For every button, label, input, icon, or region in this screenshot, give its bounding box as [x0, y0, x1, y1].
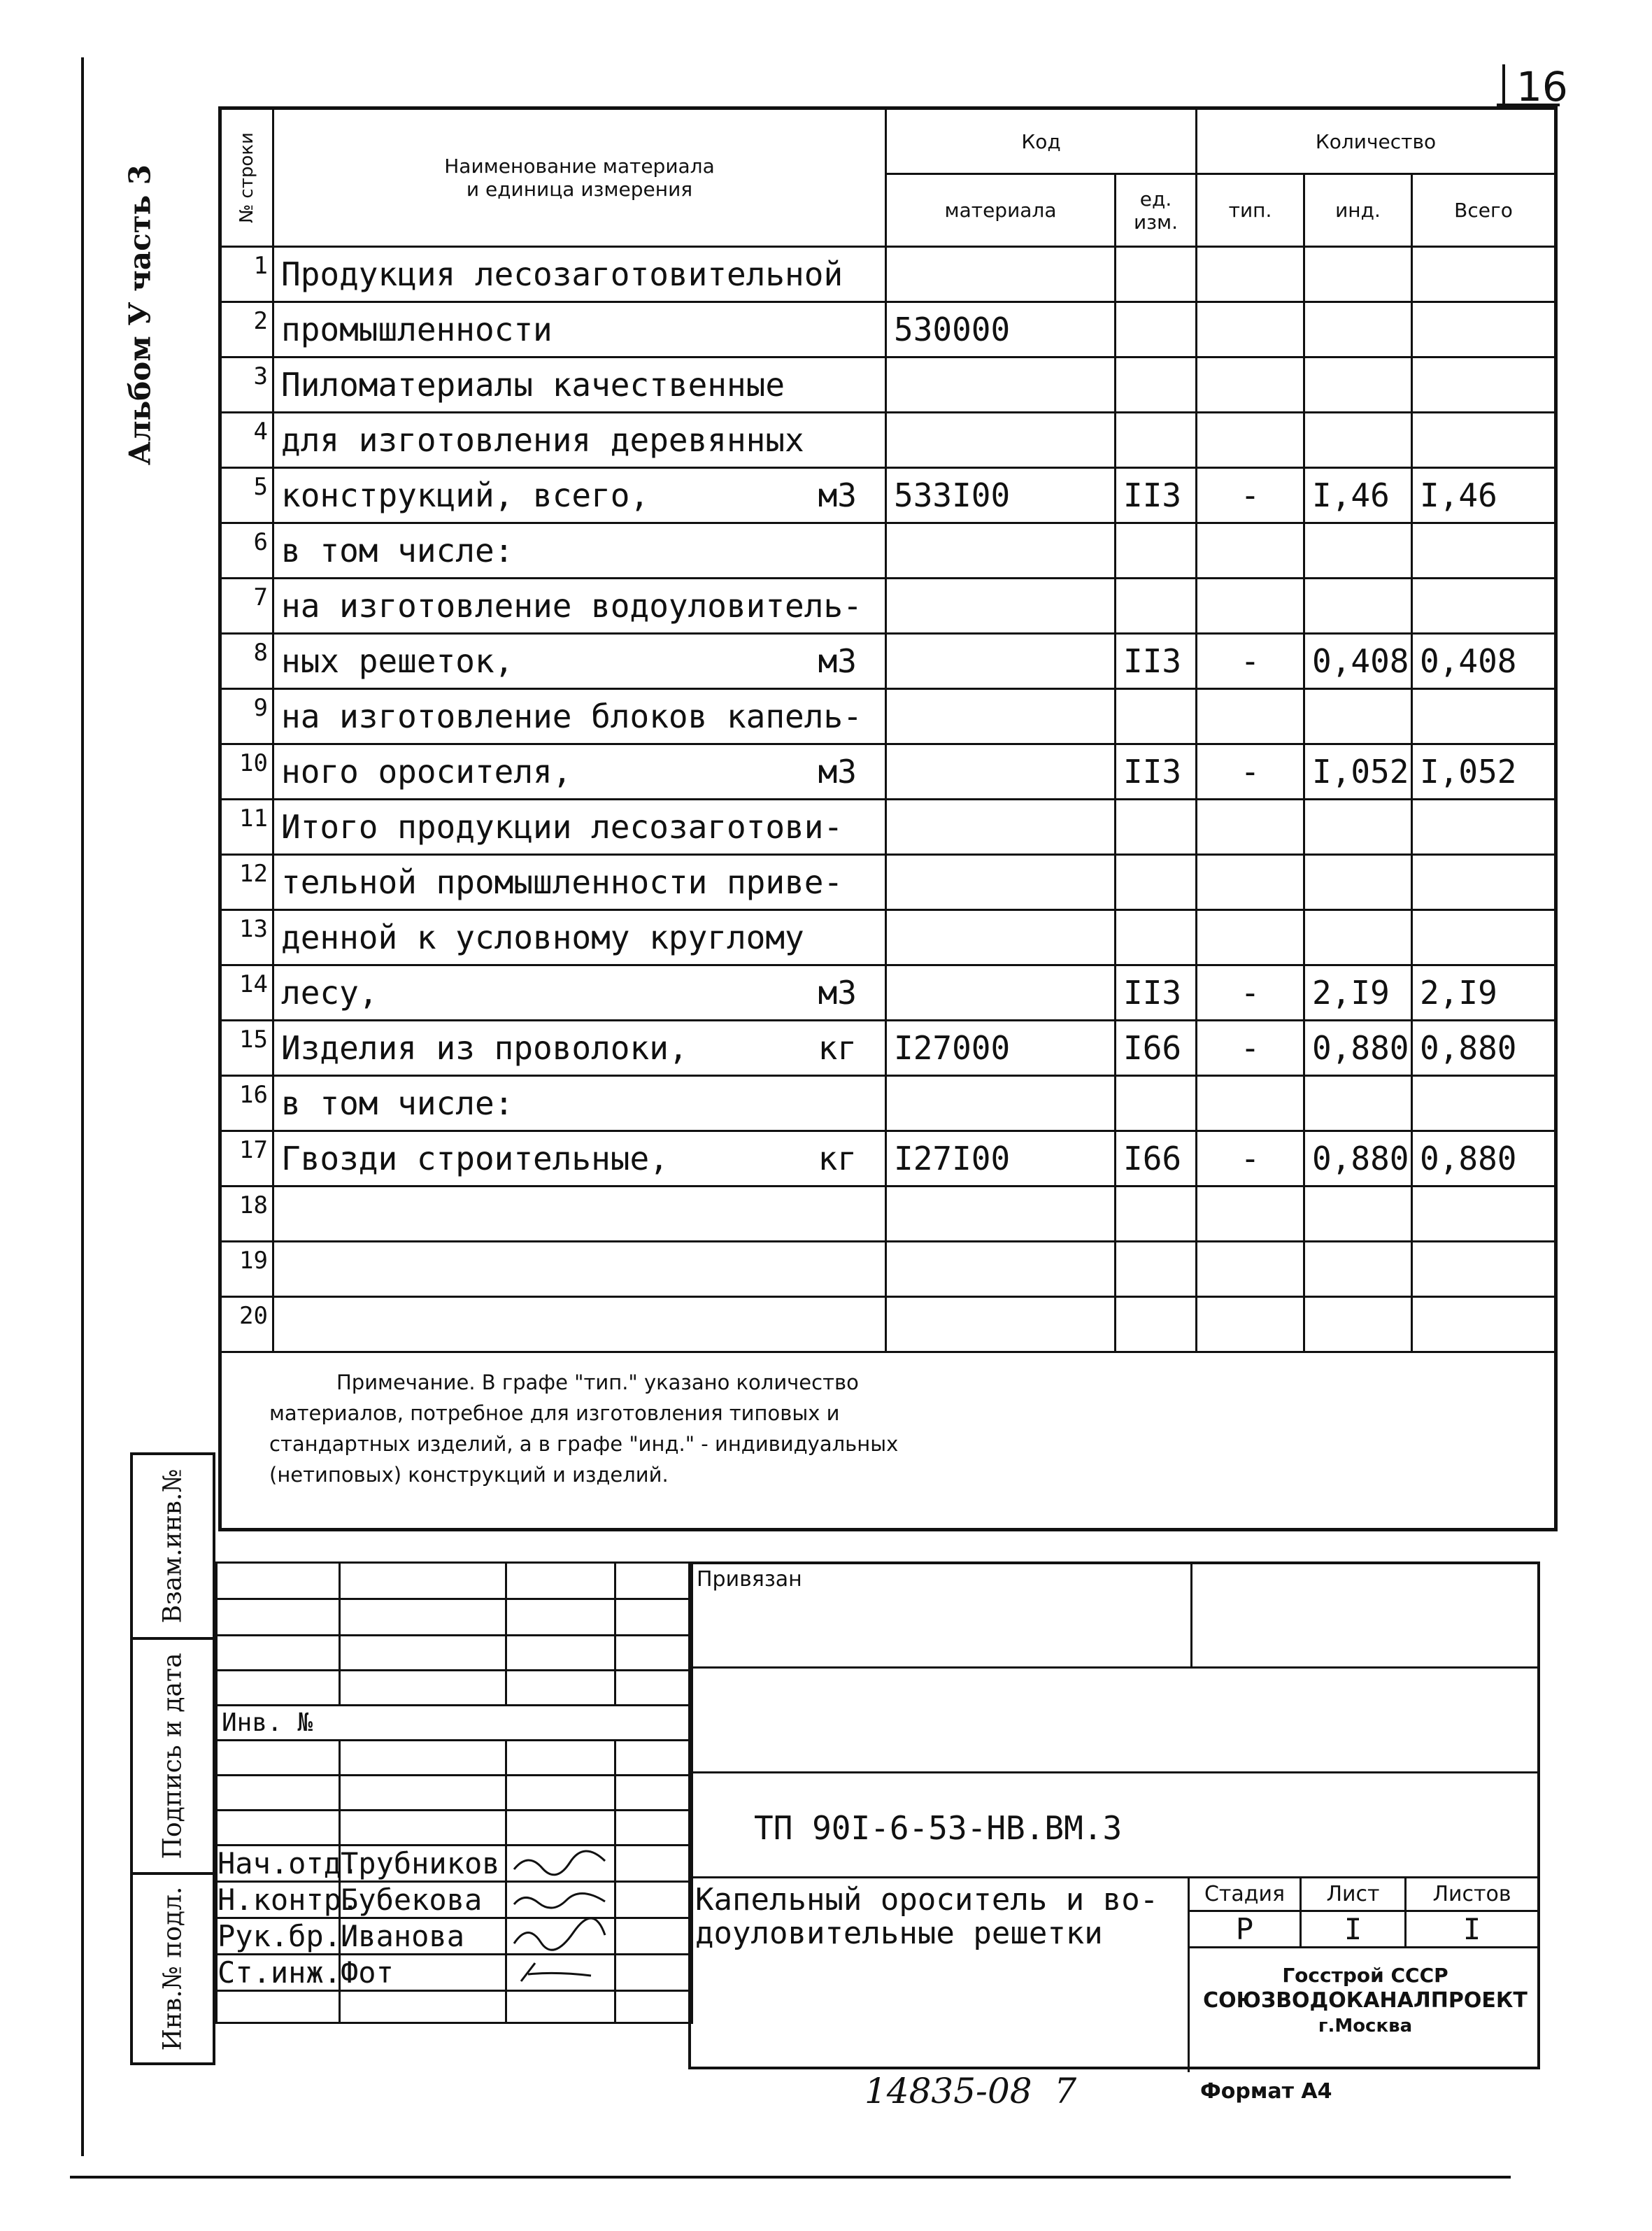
- material-name: промышленности: [281, 311, 553, 348]
- material-name-cell: [273, 523, 886, 579]
- table-row: [220, 1131, 1556, 1187]
- header-name-line1: Наименование материала: [444, 155, 715, 178]
- qty-type: -: [1197, 1131, 1304, 1187]
- qty-ind: 2,I9: [1304, 965, 1412, 1021]
- qty-total: 0,408: [1412, 634, 1556, 689]
- table-row: [220, 910, 1556, 965]
- material-name-cell: [273, 800, 886, 855]
- qty-ind: [1304, 357, 1412, 413]
- qty-total: [1412, 689, 1556, 744]
- table-row: [220, 1187, 1556, 1242]
- material-unit: м3: [818, 753, 857, 791]
- row-number: 4: [220, 413, 273, 468]
- material-name-cell: [273, 579, 886, 634]
- table-row: [220, 1297, 1556, 1352]
- archive-number: 14835-08 7: [864, 2071, 1077, 2111]
- material-code: [886, 800, 1116, 855]
- unit-code: II3: [1116, 744, 1197, 800]
- material-name-cell: [273, 910, 886, 965]
- material-code: I27I00: [886, 1131, 1116, 1187]
- side-box-inv-podl-text: Инв.№ подл.: [158, 1886, 187, 2051]
- qty-total: 2,I9: [1412, 965, 1556, 1021]
- staff-name: Иванова: [340, 1918, 506, 1955]
- qty-total: 0,880: [1412, 1131, 1556, 1187]
- material-name: лесу,: [281, 974, 378, 1012]
- qty-ind: [1304, 523, 1412, 579]
- note-line-3: стандартных изделий, а в графе "инд." - индивидуальных: [269, 1432, 899, 1456]
- table-row: [220, 744, 1556, 800]
- qty-type: [1197, 689, 1304, 744]
- material-name-cell: [273, 965, 886, 1021]
- page-number-bar: [1502, 64, 1505, 104]
- qty-total: [1412, 1297, 1556, 1352]
- document-title-line1: Капельный ороситель и во-: [695, 1882, 1159, 1918]
- qty-ind: [1304, 1187, 1412, 1242]
- material-code: [886, 965, 1116, 1021]
- document-title: [695, 1883, 1158, 1950]
- privyazan-label: Привязан: [697, 1567, 802, 1592]
- material-name: Гвозди строительные,: [281, 1140, 669, 1177]
- row-number: 15: [220, 1021, 273, 1076]
- unit-code: [1116, 357, 1197, 413]
- table-row: [220, 634, 1556, 689]
- row-number: 14: [220, 965, 273, 1021]
- qty-ind: 0,408: [1304, 634, 1412, 689]
- page-number: 16: [1516, 63, 1568, 111]
- sheet-label: Лист: [1301, 1878, 1406, 1911]
- material-name-cell: [273, 1131, 886, 1187]
- material-code: [886, 910, 1116, 965]
- row-number: 17: [220, 1131, 273, 1187]
- row-number: 3: [220, 357, 273, 413]
- table-row: [220, 855, 1556, 910]
- row-number: 20: [220, 1297, 273, 1352]
- material-code: [886, 357, 1116, 413]
- table-row: [220, 523, 1556, 579]
- material-name-cell: [273, 1297, 886, 1352]
- row-number: 19: [220, 1242, 273, 1297]
- qty-type: -: [1197, 965, 1304, 1021]
- material-name: Продукция лесозаготовительной: [281, 255, 843, 293]
- side-box-vzam: [130, 1452, 215, 1640]
- row-number: 9: [220, 689, 273, 744]
- material-name-cell: [273, 357, 886, 413]
- note-line-4: (нетиповых) конструкций и изделий.: [269, 1463, 669, 1487]
- unit-code: [1116, 1076, 1197, 1131]
- row-number: 10: [220, 744, 273, 800]
- header-name: [273, 108, 886, 247]
- note: [220, 1352, 1556, 1530]
- unit-code: [1116, 1242, 1197, 1297]
- unit-code: [1116, 1187, 1197, 1242]
- table-body: [220, 247, 1556, 1352]
- qty-ind: I,46: [1304, 468, 1412, 523]
- material-unit: м3: [818, 476, 857, 514]
- qty-total: [1412, 247, 1556, 302]
- format-label: Формат А4: [1200, 2079, 1332, 2104]
- unit-code: [1116, 523, 1197, 579]
- material-name-cell: [273, 468, 886, 523]
- qty-type: [1197, 1076, 1304, 1131]
- material-code: [886, 1242, 1116, 1297]
- row-number: 11: [220, 800, 273, 855]
- staff-row: [217, 1955, 692, 1991]
- staff-name: Фот: [340, 1955, 506, 1991]
- material-code: [886, 855, 1116, 910]
- unit-code: [1116, 302, 1197, 357]
- material-code: 533I00: [886, 468, 1116, 523]
- row-number: 8: [220, 634, 273, 689]
- unit-code: I66: [1116, 1131, 1197, 1187]
- material-name-cell: [273, 744, 886, 800]
- org-line1: Госстрой СССР: [1282, 1964, 1448, 1987]
- qty-type: -: [1197, 634, 1304, 689]
- header-code-unit: [1116, 174, 1197, 247]
- material-unit: кг: [818, 1140, 857, 1177]
- qty-type: [1197, 247, 1304, 302]
- header-row-number-text: № строки: [236, 132, 257, 223]
- table-row: [220, 1242, 1556, 1297]
- table-row: [220, 800, 1556, 855]
- row-number: 13: [220, 910, 273, 965]
- stage-table: [1188, 1876, 1539, 1948]
- note-line-2: материалов, потребное для изготовления типовых и: [269, 1401, 840, 1425]
- qty-ind: [1304, 1076, 1412, 1131]
- row-number: 12: [220, 855, 273, 910]
- side-box-inv-podl: [130, 1872, 215, 2065]
- qty-type: [1197, 1242, 1304, 1297]
- material-code: [886, 689, 1116, 744]
- qty-ind: [1304, 579, 1412, 634]
- staff-name: Трубников: [340, 1846, 506, 1882]
- row-number: 2: [220, 302, 273, 357]
- header-row-number: [220, 108, 273, 247]
- header-quantity: Количество: [1197, 108, 1556, 174]
- qty-type: [1197, 855, 1304, 910]
- qty-ind: [1304, 910, 1412, 965]
- material-name: в том числе:: [281, 1084, 514, 1122]
- staff-row: [217, 1918, 692, 1955]
- material-name-cell: [273, 689, 886, 744]
- qty-total: I,052: [1412, 744, 1556, 800]
- material-code: [886, 247, 1116, 302]
- header-qty-ind: инд.: [1304, 174, 1412, 247]
- table-row: [220, 1076, 1556, 1131]
- staff-signature: [506, 1882, 615, 1918]
- sheets-value: I: [1406, 1911, 1539, 1948]
- material-code: [886, 1076, 1116, 1131]
- material-name: Итого продукции лесозаготови-: [281, 808, 843, 846]
- material-name: конструкций, всего,: [281, 476, 650, 514]
- signature-grid: [215, 1561, 693, 2024]
- row-number: 7: [220, 579, 273, 634]
- unit-code: [1116, 1297, 1197, 1352]
- row-number: 6: [220, 523, 273, 579]
- staff-row: [217, 1882, 692, 1918]
- unit-code: [1116, 413, 1197, 468]
- page-bottom-border: [70, 2176, 1511, 2179]
- table-row: [220, 357, 1556, 413]
- page-left-border: [81, 57, 84, 2156]
- album-title: [112, 140, 168, 490]
- header-code: Код: [886, 108, 1197, 174]
- material-name: на изготовление водоуловитель-: [281, 587, 862, 625]
- materials-table: [218, 106, 1558, 1531]
- unit-code: [1116, 247, 1197, 302]
- qty-ind: I,052: [1304, 744, 1412, 800]
- material-name-cell: [273, 1021, 886, 1076]
- qty-total: [1412, 523, 1556, 579]
- unit-code: I66: [1116, 1021, 1197, 1076]
- material-name-cell: [273, 413, 886, 468]
- qty-type: [1197, 800, 1304, 855]
- material-name-cell: [273, 855, 886, 910]
- table-row: [220, 302, 1556, 357]
- unit-code: [1116, 800, 1197, 855]
- qty-type: [1197, 910, 1304, 965]
- inv-no-label: Инв. №: [217, 1706, 692, 1741]
- qty-total: [1412, 413, 1556, 468]
- side-box-podpis: [130, 1637, 215, 1875]
- qty-total: [1412, 302, 1556, 357]
- material-name: ного оросителя,: [281, 753, 572, 791]
- qty-ind: [1304, 302, 1412, 357]
- material-code: [886, 744, 1116, 800]
- stage-label: Стадия: [1189, 1878, 1301, 1911]
- document-code: ТП 90I-6-53-НВ.ВМ.3: [754, 1809, 1123, 1847]
- unit-code: [1116, 579, 1197, 634]
- qty-total: [1412, 1242, 1556, 1297]
- qty-total: 0,880: [1412, 1021, 1556, 1076]
- qty-ind: [1304, 800, 1412, 855]
- material-unit: м3: [818, 974, 857, 1012]
- unit-code: [1116, 689, 1197, 744]
- qty-ind: [1304, 1242, 1412, 1297]
- row-number: 1: [220, 247, 273, 302]
- material-name: денной к условному круглому: [281, 919, 804, 956]
- qty-type: [1197, 357, 1304, 413]
- qty-ind: [1304, 1297, 1412, 1352]
- qty-total: [1412, 800, 1556, 855]
- staff-role: Нач.отд.: [218, 1846, 359, 1881]
- table-row: [220, 413, 1556, 468]
- material-name: Изделия из проволоки,: [281, 1029, 688, 1067]
- staff-role: Н.контр.: [218, 1883, 359, 1917]
- material-code: [886, 1297, 1116, 1352]
- qty-ind: [1304, 247, 1412, 302]
- qty-total: [1412, 855, 1556, 910]
- material-code: [886, 634, 1116, 689]
- header-code-unit-line2: изм.: [1133, 210, 1179, 234]
- qty-ind: 0,880: [1304, 1131, 1412, 1187]
- qty-total: [1412, 579, 1556, 634]
- material-code: [886, 523, 1116, 579]
- staff-signature: [506, 1955, 615, 1991]
- staff-role: Ст.инж.: [218, 1955, 342, 1990]
- qty-type: [1197, 523, 1304, 579]
- material-name: на изготовление блоков капель-: [281, 697, 862, 735]
- material-name: тельной промышленности приве-: [281, 863, 843, 901]
- material-code: I27000: [886, 1021, 1116, 1076]
- row-number: 5: [220, 468, 273, 523]
- material-name: для изготовления деревянных: [281, 421, 804, 459]
- unit-code: [1116, 855, 1197, 910]
- header-qty-type: тип.: [1197, 174, 1304, 247]
- qty-ind: 0,880: [1304, 1021, 1412, 1076]
- qty-type: [1197, 302, 1304, 357]
- material-name-cell: [273, 1076, 886, 1131]
- qty-type: -: [1197, 468, 1304, 523]
- album-title-text: Альбом У часть 3: [122, 164, 157, 466]
- material-name: ных решеток,: [281, 642, 514, 680]
- document-title-line2: доуловительные решетки: [695, 1915, 1103, 1951]
- table-row: [220, 579, 1556, 634]
- material-unit: кг: [818, 1029, 857, 1067]
- stage-value: Р: [1189, 1911, 1301, 1948]
- qty-total: I,46: [1412, 468, 1556, 523]
- header-name-line2: и единица измерения: [466, 178, 693, 201]
- table-row: [220, 689, 1556, 744]
- material-code: [886, 413, 1116, 468]
- organization: [1192, 1963, 1539, 2039]
- staff-signature: [506, 1918, 615, 1955]
- material-code: 530000: [886, 302, 1116, 357]
- table-row: [220, 247, 1556, 302]
- qty-type: [1197, 579, 1304, 634]
- qty-ind: [1304, 855, 1412, 910]
- table-row: [220, 468, 1556, 523]
- material-name-cell: [273, 1187, 886, 1242]
- qty-type: [1197, 413, 1304, 468]
- qty-total: [1412, 1187, 1556, 1242]
- material-unit: м3: [818, 642, 857, 680]
- header-qty-total: Всего: [1412, 174, 1556, 247]
- material-code: [886, 1187, 1116, 1242]
- title-block-right: [688, 1561, 1540, 2069]
- material-name-cell: [273, 1242, 886, 1297]
- side-box-podpis-text: Подпись и дата: [158, 1652, 187, 1860]
- org-line3: г.Москва: [1318, 2016, 1413, 2037]
- qty-type: -: [1197, 1021, 1304, 1076]
- sheet-value: I: [1301, 1911, 1406, 1948]
- material-name-cell: [273, 634, 886, 689]
- material-name-cell: [273, 247, 886, 302]
- qty-type: [1197, 1187, 1304, 1242]
- header-code-material: материала: [886, 174, 1116, 247]
- row-number: 18: [220, 1187, 273, 1242]
- note-line-1: Примечание. В графе "тип." указано количество: [336, 1371, 859, 1394]
- header-code-unit-line1: ед.: [1139, 187, 1172, 211]
- staff-signature: [506, 1846, 615, 1882]
- material-name-cell: [273, 302, 886, 357]
- staff-role: Рук.бр.: [218, 1919, 342, 1953]
- qty-total: [1412, 357, 1556, 413]
- qty-total: [1412, 910, 1556, 965]
- unit-code: II3: [1116, 634, 1197, 689]
- unit-code: II3: [1116, 468, 1197, 523]
- org-line2: СОЮЗВОДОКАНАЛПРОЕКТ: [1203, 1988, 1528, 2013]
- qty-type: [1197, 1297, 1304, 1352]
- row-number: 16: [220, 1076, 273, 1131]
- material-name: в том числе:: [281, 532, 514, 569]
- qty-total: [1412, 1076, 1556, 1131]
- material-code: [886, 579, 1116, 634]
- table-row: [220, 1021, 1556, 1076]
- qty-ind: [1304, 413, 1412, 468]
- table-row: [220, 965, 1556, 1021]
- qty-ind: [1304, 689, 1412, 744]
- material-name: Пиломатериалы качественные: [281, 366, 785, 404]
- sheets-label: Листов: [1406, 1878, 1539, 1911]
- staff-row: [217, 1846, 692, 1882]
- unit-code: II3: [1116, 965, 1197, 1021]
- staff-name: Бубекова: [340, 1882, 506, 1918]
- unit-code: [1116, 910, 1197, 965]
- side-box-vzam-text: Взам.инв.№: [158, 1468, 187, 1624]
- qty-type: -: [1197, 744, 1304, 800]
